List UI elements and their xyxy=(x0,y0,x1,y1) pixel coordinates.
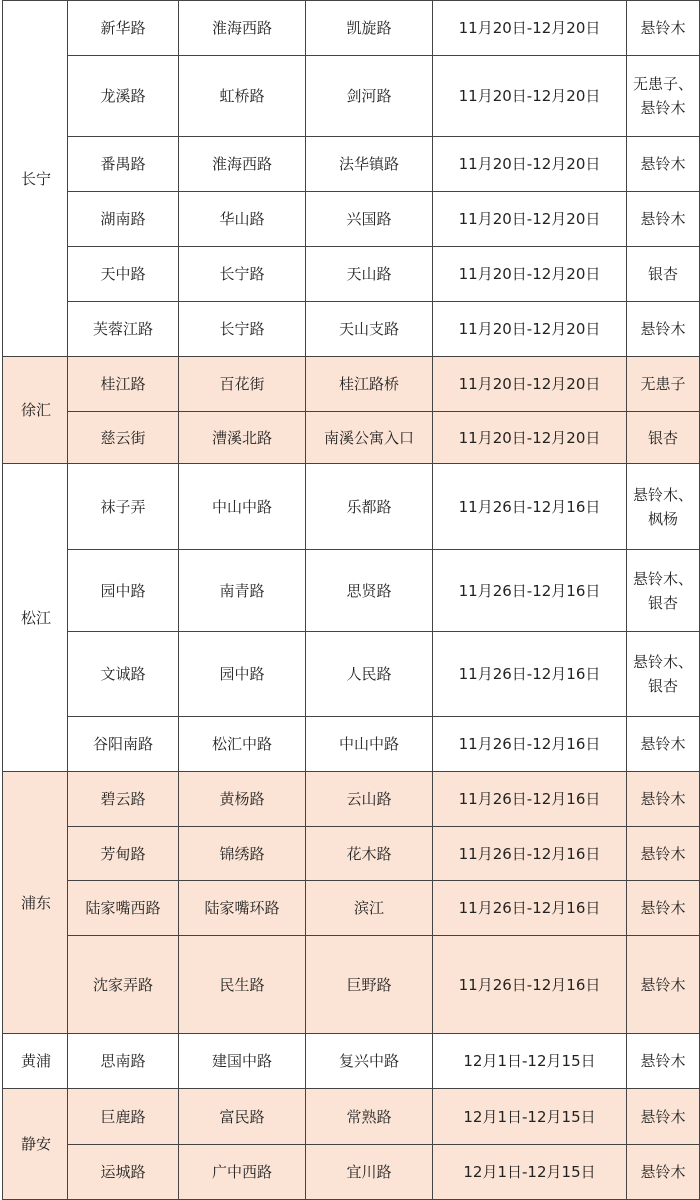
district-cell: 黄浦 xyxy=(3,1034,68,1089)
road-name-cell: 碧云路 xyxy=(68,772,179,827)
end-point-cell: 滨江 xyxy=(306,881,433,936)
table-row xyxy=(3,632,700,717)
start-point-cell: 陆家嘴环路 xyxy=(179,881,306,936)
road-name-cell: 园中路 xyxy=(68,550,179,632)
period-cell: 11月26日-12月16日 xyxy=(433,717,627,772)
start-point-cell: 园中路 xyxy=(179,632,306,717)
tree-species-cell: 悬铃木 xyxy=(627,936,700,1034)
period-cell: 11月20日-12月20日 xyxy=(433,412,627,464)
period-cell: 11月26日-12月16日 xyxy=(433,550,627,632)
district-cell: 长宁 xyxy=(3,1,68,357)
end-point-cell: 天山支路 xyxy=(306,302,433,357)
road-name-cell: 慈云街 xyxy=(68,412,179,464)
start-point-cell: 虹桥路 xyxy=(179,56,306,137)
table-row xyxy=(3,1034,700,1089)
period-cell: 11月20日-12月20日 xyxy=(433,192,627,247)
end-point-cell: 复兴中路 xyxy=(306,1034,433,1089)
start-point-cell: 百花街 xyxy=(179,357,306,412)
tree-species-cell: 悬铃木 xyxy=(627,827,700,881)
tree-species-cell: 悬铃木 xyxy=(627,881,700,936)
period-cell: 11月26日-12月16日 xyxy=(433,881,627,936)
road-name-cell: 袜子弄 xyxy=(68,464,179,550)
table-row xyxy=(3,1145,700,1200)
table-row xyxy=(3,1,700,56)
start-point-cell: 淮海西路 xyxy=(179,1,306,56)
tree-species-cell: 悬铃木 xyxy=(627,772,700,827)
tree-species-cell: 悬铃木 xyxy=(627,137,700,192)
end-point-cell: 兴国路 xyxy=(306,192,433,247)
tree-species-cell: 无患子、悬铃木 xyxy=(627,56,700,137)
end-point-cell: 南溪公寓入口 xyxy=(306,412,433,464)
tree-species-cell: 银杏 xyxy=(627,247,700,302)
district-cell: 静安 xyxy=(3,1089,68,1200)
tree-species-cell: 悬铃木 xyxy=(627,1089,700,1145)
start-point-cell: 广中西路 xyxy=(179,1145,306,1200)
road-name-cell: 天中路 xyxy=(68,247,179,302)
end-point-cell: 常熟路 xyxy=(306,1089,433,1145)
road-name-cell: 陆家嘴西路 xyxy=(68,881,179,936)
period-cell: 12月1日-12月15日 xyxy=(433,1145,627,1200)
start-point-cell: 民生路 xyxy=(179,936,306,1034)
table-row xyxy=(3,550,700,632)
start-point-cell: 中山中路 xyxy=(179,464,306,550)
end-point-cell: 中山中路 xyxy=(306,717,433,772)
road-name-cell: 湖南路 xyxy=(68,192,179,247)
road-name-cell: 龙溪路 xyxy=(68,56,179,137)
road-name-cell: 谷阳南路 xyxy=(68,717,179,772)
period-cell: 11月20日-12月20日 xyxy=(433,137,627,192)
tree-species-cell: 悬铃木 xyxy=(627,302,700,357)
start-point-cell: 漕溪北路 xyxy=(179,412,306,464)
end-point-cell: 巨野路 xyxy=(306,936,433,1034)
table-row xyxy=(3,357,700,412)
period-cell: 11月20日-12月20日 xyxy=(433,247,627,302)
table-row xyxy=(3,1089,700,1145)
tree-species-cell: 悬铃木、银杏 xyxy=(627,632,700,717)
table-row xyxy=(3,881,700,936)
table-row xyxy=(3,302,700,357)
start-point-cell: 建国中路 xyxy=(179,1034,306,1089)
period-cell: 12月1日-12月15日 xyxy=(433,1034,627,1089)
road-name-cell: 桂江路 xyxy=(68,357,179,412)
tree-species-cell: 悬铃木 xyxy=(627,1145,700,1200)
end-point-cell: 凯旋路 xyxy=(306,1,433,56)
tree-species-cell: 悬铃木、枫杨 xyxy=(627,464,700,550)
start-point-cell: 长宁路 xyxy=(179,247,306,302)
table-row xyxy=(3,827,700,881)
start-point-cell: 松汇中路 xyxy=(179,717,306,772)
end-point-cell: 桂江路桥 xyxy=(306,357,433,412)
end-point-cell: 人民路 xyxy=(306,632,433,717)
period-cell: 11月26日-12月16日 xyxy=(433,936,627,1034)
start-point-cell: 黄杨路 xyxy=(179,772,306,827)
tree-species-cell: 悬铃木 xyxy=(627,1034,700,1089)
start-point-cell: 锦绣路 xyxy=(179,827,306,881)
start-point-cell: 华山路 xyxy=(179,192,306,247)
tree-species-cell: 悬铃木、银杏 xyxy=(627,550,700,632)
road-name-cell: 文诚路 xyxy=(68,632,179,717)
start-point-cell: 淮海西路 xyxy=(179,137,306,192)
road-name-cell: 新华路 xyxy=(68,1,179,56)
end-point-cell: 云山路 xyxy=(306,772,433,827)
tree-species-cell: 悬铃木 xyxy=(627,192,700,247)
period-cell: 11月20日-12月20日 xyxy=(433,357,627,412)
road-name-cell: 番禺路 xyxy=(68,137,179,192)
road-name-cell: 芳甸路 xyxy=(68,827,179,881)
end-point-cell: 乐都路 xyxy=(306,464,433,550)
table-row xyxy=(3,717,700,772)
start-point-cell: 富民路 xyxy=(179,1089,306,1145)
road-name-cell: 巨鹿路 xyxy=(68,1089,179,1145)
tree-species-cell: 银杏 xyxy=(627,412,700,464)
start-point-cell: 长宁路 xyxy=(179,302,306,357)
table-row xyxy=(3,137,700,192)
end-point-cell: 天山路 xyxy=(306,247,433,302)
tree-species-cell: 悬铃木 xyxy=(627,717,700,772)
road-name-cell: 沈家弄路 xyxy=(68,936,179,1034)
table-row xyxy=(3,247,700,302)
tree-species-cell: 悬铃木 xyxy=(627,1,700,56)
table-row xyxy=(3,464,700,550)
road-name-cell: 芙蓉江路 xyxy=(68,302,179,357)
end-point-cell: 思贤路 xyxy=(306,550,433,632)
road-name-cell: 思南路 xyxy=(68,1034,179,1089)
end-point-cell: 法华镇路 xyxy=(306,137,433,192)
period-cell: 11月26日-12月16日 xyxy=(433,772,627,827)
period-cell: 11月26日-12月16日 xyxy=(433,632,627,717)
table-row xyxy=(3,936,700,1034)
table-row xyxy=(3,192,700,247)
period-cell: 11月20日-12月20日 xyxy=(433,1,627,56)
end-point-cell: 剑河路 xyxy=(306,56,433,137)
period-cell: 11月26日-12月16日 xyxy=(433,827,627,881)
table-row xyxy=(3,412,700,464)
end-point-cell: 花木路 xyxy=(306,827,433,881)
district-cell: 浦东 xyxy=(3,772,68,1034)
table-row xyxy=(3,56,700,137)
road-name-cell: 运城路 xyxy=(68,1145,179,1200)
period-cell: 11月20日-12月20日 xyxy=(433,56,627,137)
district-cell: 松江 xyxy=(3,464,68,772)
start-point-cell: 南青路 xyxy=(179,550,306,632)
period-cell: 11月26日-12月16日 xyxy=(433,464,627,550)
district-cell: 徐汇 xyxy=(3,357,68,464)
leaf-viewing-roads-table xyxy=(2,0,700,1200)
end-point-cell: 宜川路 xyxy=(306,1145,433,1200)
period-cell: 11月20日-12月20日 xyxy=(433,302,627,357)
tree-species-cell: 无患子 xyxy=(627,357,700,412)
table-row xyxy=(3,772,700,827)
period-cell: 12月1日-12月15日 xyxy=(433,1089,627,1145)
